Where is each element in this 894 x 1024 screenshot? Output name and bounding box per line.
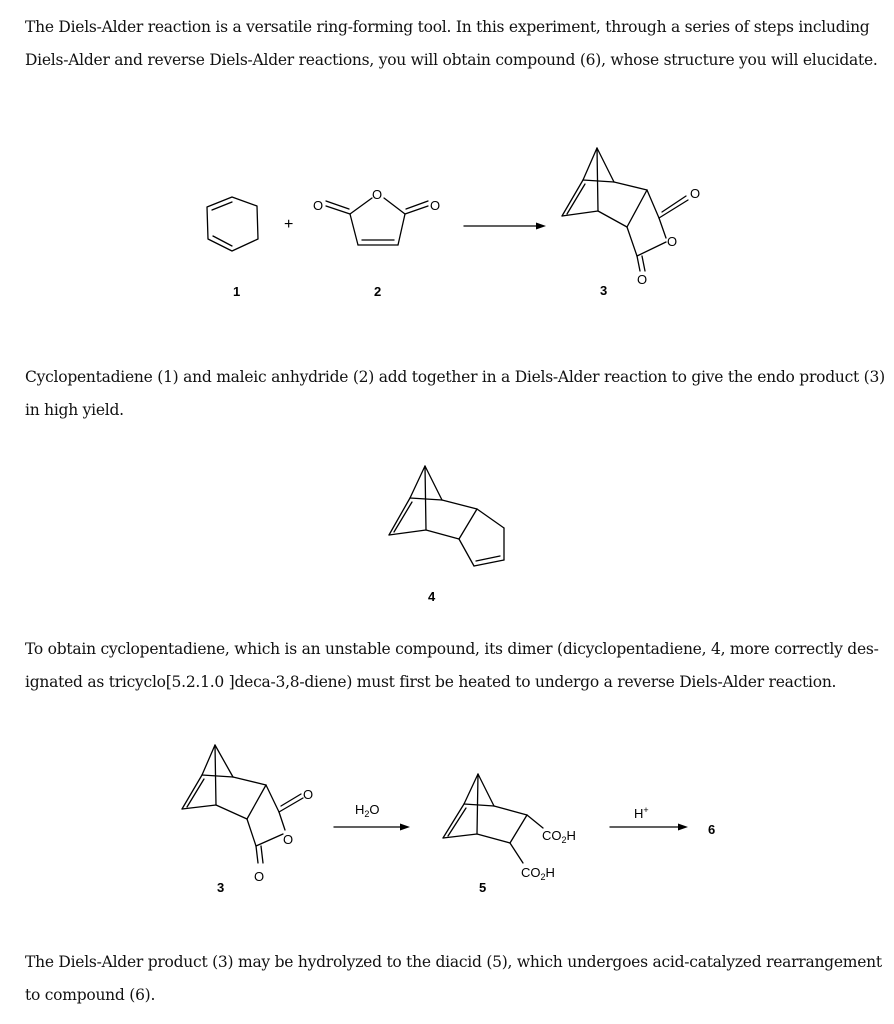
diels-alder-paragraph [25,361,885,427]
diels-alder-line-1: Cyclopentadiene (1) and maleic anhydride (2) add together in a Diels-Alder reaction to give the endo product (3) [25,368,885,386]
retro-line-2: ignated as tricyclo[5.2.1.0 ]deca-3,8-diene) must first be heated to undergo a reverse Diels-Alder reaction. [25,673,837,691]
adduct-carbonyl-oxygen-bottom: O [637,272,648,287]
compound-label-4: 4 [428,589,436,604]
retro-line-1: To obtain cyclopentadiene, which is an unstable compound, its dimer (dicyclopentadiene, 4, more correctly des- [25,640,879,658]
adduct-carbonyl-oxygen-top: O [690,186,701,201]
intro-line-1: The Diels-Alder reaction is a versatile ring-forming tool. In this experiment, through a series of steps including [25,18,870,36]
scheme-hydrolysis [0,730,894,910]
hydrolysis-line-1: The Diels-Alder product (3) may be hydrolyzed to the diacid (5), which undergoes acid-catalyzed rearrangement [25,953,882,971]
endo-adduct-structure-top [562,148,688,271]
diester-ring-oxygen: O [283,832,294,847]
scheme-diels-alder [0,0,894,320]
compound-label-3-bottom: 3 [217,880,225,895]
hydrolysis-line-2: to compound (6). [25,986,156,1004]
carboxylic-acid-group-upper: $CO_2H$ [542,828,576,845]
diester-carbonyl-oxygen-top: O [303,787,314,802]
compound-label-2: 2 [374,284,382,299]
anhydride-ring-oxygen: O [372,187,383,202]
intro-line-2: Diels-Alder and reverse Diels-Alder reactions, you will obtain compound (6), whose structure you will elucidate. [25,51,878,69]
adduct-ring-oxygen: O [667,234,678,249]
compound-label-6: 6 [708,822,716,837]
dicyclopentadiene-structure [389,466,504,566]
compound-label-3: 3 [600,283,608,298]
diacid-structure [443,774,543,863]
compound-label-5: 5 [479,880,487,895]
retro-diels-alder-paragraph [25,633,879,699]
diels-alder-line-2: in high yield. [25,401,124,419]
anhydride-carbonyl-oxygen-left: O [313,198,324,213]
hydrolysis-arrow [334,824,410,831]
cyclopentadiene-structure [207,197,258,251]
scheme-dicyclopentadiene [0,440,894,610]
plus-sign: + [284,216,294,233]
carboxylic-acid-group-lower: $CO_2H$ [521,865,555,882]
anhydride-carbonyl-oxygen-right: O [430,198,441,213]
reaction-arrow-1 [464,223,546,230]
rearrangement-arrow [610,824,688,831]
acid-catalyst-reagent: H+ [634,805,649,821]
maleic-anhydride-structure [326,198,428,245]
water-reagent: $H_2O$ [355,802,380,819]
compound-label-1: 1 [233,284,241,299]
diester-carbonyl-oxygen-bottom: O [254,869,265,884]
hydrolysis-paragraph [25,946,882,1012]
